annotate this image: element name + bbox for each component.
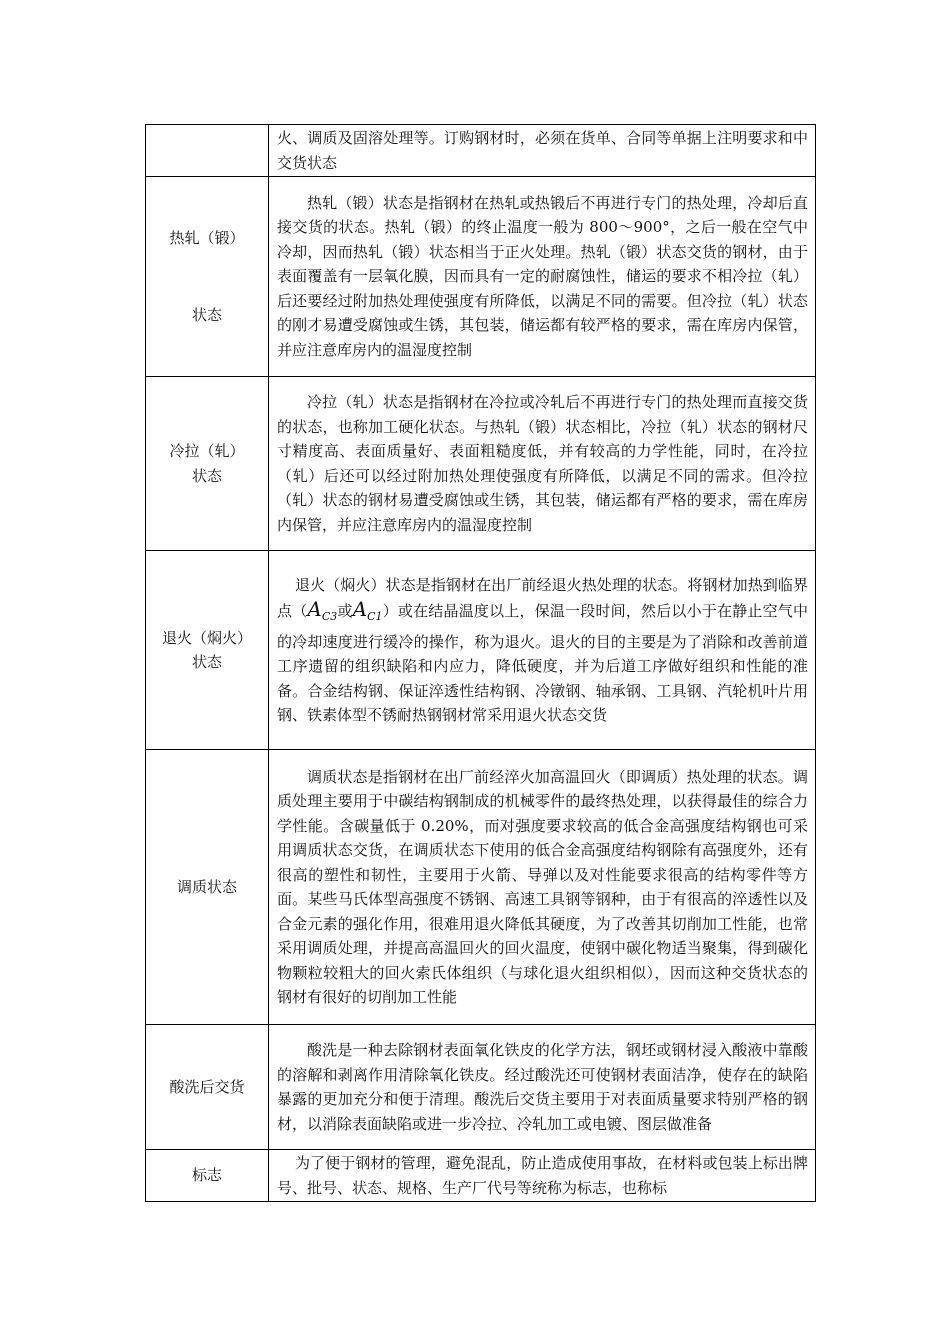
row-description: 为了便于钢材的管理，避免混乱，防止造成使用事故，在材料或包装上标出牌号、批号、状态、规格、生产厂代号等统称为标志，也称标: [269, 1150, 816, 1202]
formula-subscript-c1: C1: [367, 610, 383, 623]
row-label-bottom: 状态: [191, 466, 222, 485]
row-description: 火、调质及固溶处理等。订购钢材时，必须在货单、合同等单据上注明要求和中交货状态: [269, 125, 816, 177]
table-row: [146, 177, 816, 377]
row-label: [146, 551, 269, 750]
row-label: [146, 377, 269, 551]
annealing-text-b: ）或在结晶温度以上，保温一段时间，然后以小于在静止空气中的冷却速度进行缓冷的操作，称为退火。退火的目的主要是为了消除和改善前道工序遗留的组织缺陷和内应力，降低硬度，并为后道工序做好组织和性能的准备。合金结构钢、保证淬透性结构钢、冷镦钢、轴承钢、工具钢、汽轮机叶片用钢、铁素体型不锈耐热钢钢材常采用退火状态交货: [277, 602, 808, 724]
table-row: [146, 1025, 816, 1150]
formula-subscript-c3: C3: [321, 610, 338, 623]
row-label-top: 热轧（锻）: [169, 229, 245, 247]
formula-or: 或: [337, 602, 353, 620]
row-description: 酸洗是一种去除钢材表面氧化铁皮的化学方法，钢坯或钢材浸入酸液中靠酸的溶解和剥离作用清除氧化铁皮。经过酸洗还可使钢材表面洁净，使存在的缺陷暴露的更加充分和便于清理。酸洗后交货主要用于对表面质量要求特别严格的钢材，以消除表面缺陷或进一步冷拉、冷轧加工或电镀、图层做准备: [269, 1025, 816, 1150]
row-label-top: 冷拉（轧）: [169, 442, 245, 460]
table-row: [146, 551, 816, 750]
formula-symbol-a: A: [307, 597, 322, 621]
row-description: 调质状态是指钢材在出厂前经淬火加高温回火（即调质）热处理的状态。调质处理主要用于中碳结构钢制成的机械零件的最终热处理，以获得最佳的综合力学性能。含碳量低于 0.20%，而对强度要求较高的低合金高强度结构钢也可采用调质状态交货，在调质状态下使用的低合金高强度结构钢除有高强度外，还有很高的塑性和韧性，主要用于火箭、导弹以及对性能要求很高的结构零件等方面。某些马氏体型高强度不锈钢、高速工具钢等钢种，由于有很高的淬透性以及合金元素的强化作用，很难用退火降低其硬度，为了改善其切削加工性能，也常采用调质处理，并提高高温回火的回火温度，使钢中碳化物适当聚集，得到碳化物颗粒较粗大的回火索氏体组织（与球化退火组织相似），因而这种交货状态的钢材有很好的切削加工性能: [269, 750, 816, 1025]
label-spacer: [150, 251, 264, 303]
row-label: 调质状态: [146, 750, 269, 1025]
formula-symbol-a: A: [352, 597, 368, 621]
row-description: [269, 551, 816, 750]
row-label: [146, 125, 269, 177]
row-label-bottom: 状态: [191, 305, 222, 324]
row-label: [146, 177, 269, 377]
table-row: [146, 377, 816, 551]
table-row: [146, 750, 816, 1025]
row-label: 标志: [146, 1150, 269, 1202]
row-label-bottom: 状态: [191, 653, 222, 671]
critical-point-formula: [307, 597, 383, 623]
delivery-state-table: [145, 124, 816, 1202]
annealing-text-a: 退火（焖火）状态是指钢材在出厂前经退火热处理的状态。将钢材加热到临界点（: [277, 575, 808, 620]
row-label-top: 退火（焖火）: [161, 628, 252, 647]
table-row: [146, 1150, 816, 1202]
row-description: 热轧（锻）状态是指钢材在热轧或热锻后不再进行专门的热处理，冷却后直接交货的状态。热轧（锻）的终止温度一般为 800～900°，之后一般在空气中冷却，因而热轧（锻）状态相当于正火处理。热轧（锻）状态交货的钢材，由于表面覆盖有一层氧化膜，因而具有一定的耐腐蚀性，储运的要求不相冷拉（轧）后还要经过附加热处理使强度有所降低，以满足不同的需要。但冷拉（轧）状态的刚才易遭受腐蚀或生锈，其包装，储运都有较严格的要求，需在库房内保管，并应注意库房内的温湿度控制: [269, 177, 816, 377]
row-label: 酸洗后交货: [146, 1025, 269, 1150]
row-description: 冷拉（轧）状态是指钢材在冷拉或冷轧后不再进行专门的热处理而直接交货的状态，也称加工硬化状态。与热轧（锻）状态相比，冷拉（轧）状态的钢材尺寸精度高、表面质量好、表面粗糙度低，并有较高的力学性能，同时，在冷拉（轧）后还可以经过附加热处理使强度有所降低，以满足不同的需求。但冷拉（轧）状态的钢材易遭受腐蚀或生锈，其包装，储运都有严格的要求，需在库房内保管，并应注意库房内的温湿度控制: [269, 377, 816, 551]
table-row: [146, 125, 816, 177]
